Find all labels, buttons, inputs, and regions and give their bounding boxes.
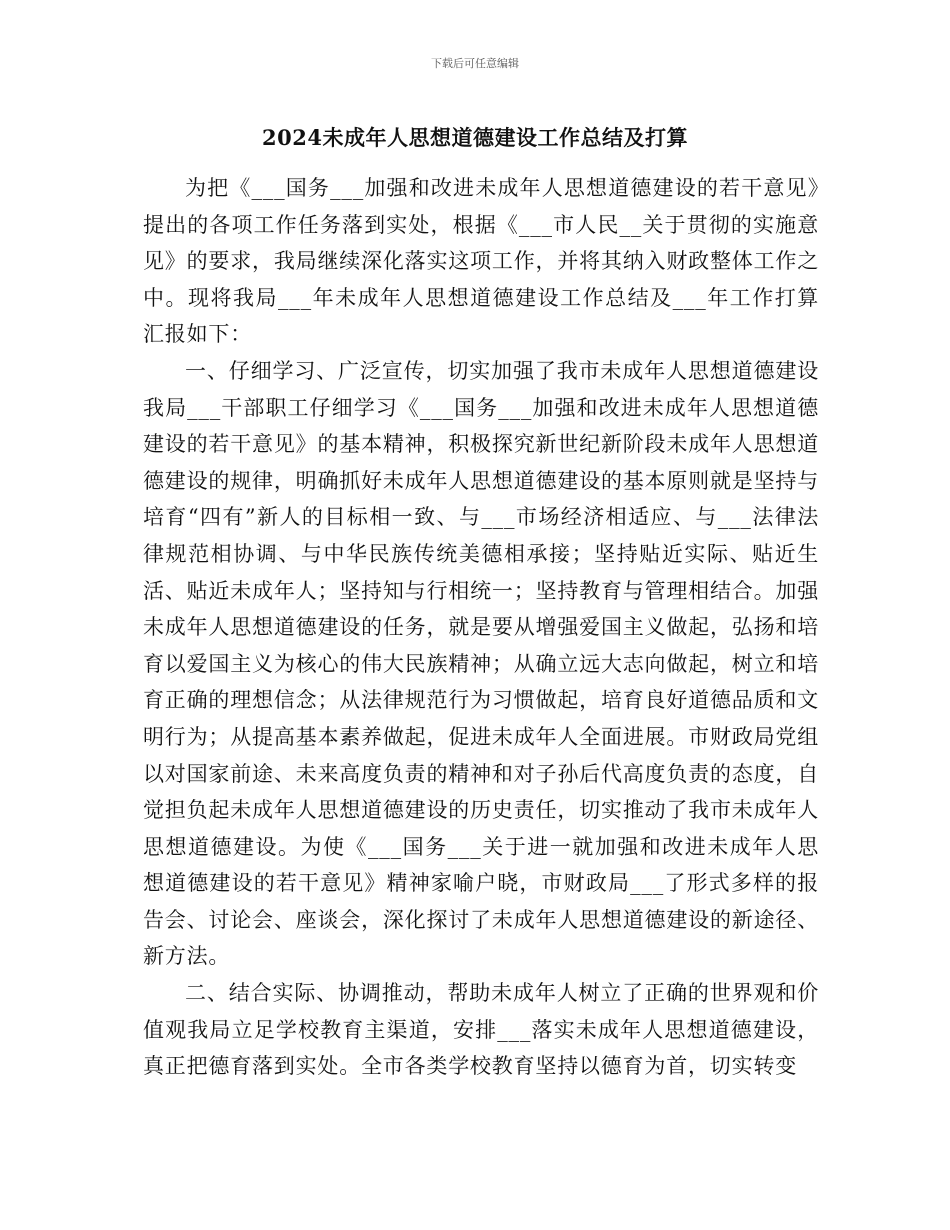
paragraph-section-1: 一、仔细学习、广泛宣传，切实加强了我市未成年人思想道德建设我局___干部职工仔细学习《___国务___加强和改进未成年人思想道德建设的若干意见》的基本精神，积极探究新世纪新阶段未成年人思想道德建设的规律，明确抓好未成年人思想道德建设的基本原则就是坚持与培育“四有”新人的目标相一致、与___市场经济相适应、与___法律法律规范相协调、与中华民族传统美德相承接；坚持贴近实际、贴近生活、贴近未成年人；坚持知与行相统一；坚持教育与管理相结合。加强未成年人思想道德建设的任务，就是要从增强爱国主义做起，弘扬和培育以爱国主义为核心的伟大民族精神；从确立远大志向做起，树立和培育正确的理想信念；从法律规范行为习惯做起，培育良好道德品质和文明行为；从提高基本素养做起，促进未成年人全面进展。市财政局党组以对国家前途、未来高度负责的精神和对子孙后代高度负责的态度，自觉担负起未成年人思想道德建设的历史责任，切实推动了我市未成年人思想道德建设。为使《___国务___关于进一就加强和改进未成年人思想道德建设的若干意见》精神家喻户晓，市财政局___了形式多样的报告会、讨论会、座谈会，深化探讨了未成年人思想道德建设的新途径、新方法。 <box>143 358 819 969</box>
paragraph-intro: 为把《___国务___加强和改进未成年人思想道德建设的若干意见》提出的各项工作任务落到实处，根据《___市人民__关于贯彻的实施意见》的要求，我局继续深化落实这项工作，并将其纳入财政整体工作之中。现将我局___年未成年人思想道德建设工作总结及___年工作打算汇报如下： <box>143 176 819 347</box>
document-title: 2024未成年人思想道德建设工作总结及打算 <box>262 125 688 150</box>
document-body <box>143 170 819 1085</box>
paragraph-section-2: 二、结合实际、协调推动，帮助未成年人树立了正确的世界观和价值观我局立足学校教育主渠道，安排___落实未成年人思想道德建设，真正把德育落到实处。全市各类学校教育坚持以德育为首，切实转变 <box>143 981 819 1079</box>
page-header-note: 下载后可任意编辑 <box>431 57 519 70</box>
